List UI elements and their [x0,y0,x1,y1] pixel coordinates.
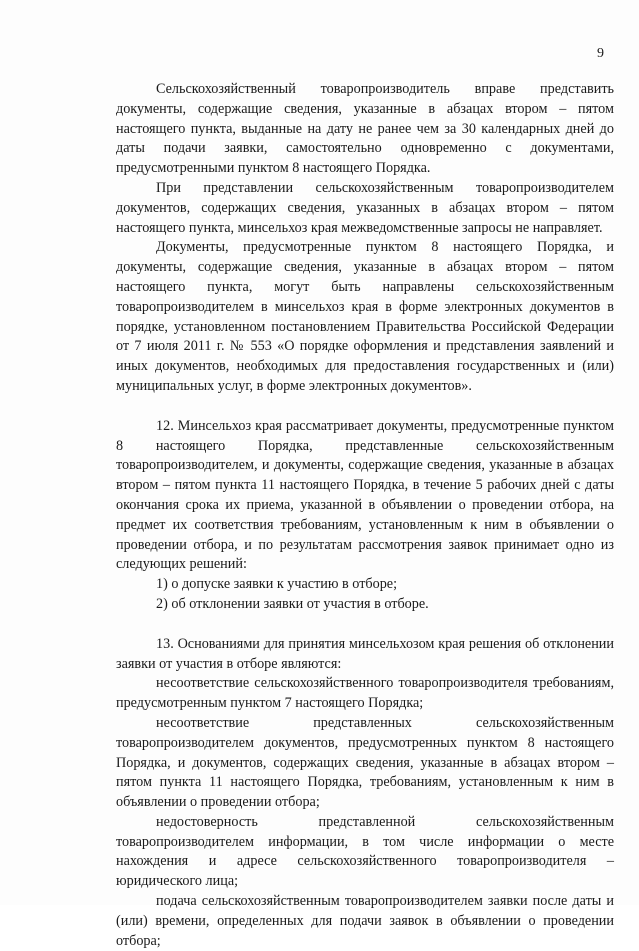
rejection-ground-requirements: несоответствие сельскохозяйственного товаропроизводителя требованиям, предусмотренным пунктом 7 настоящего Порядка; [116,675,614,712]
decision-item-admission: 1) о допуске заявки к участию в отборе; [156,576,398,593]
rejection-ground-late-submission: подача сельскохозяйственным товаропроизводителем заявки после даты и (или) времени, определенных для подачи заявок в объявлении о проведении отбора; [116,893,614,949]
paragraph-electronic-documents: Документы, предусмотренные пунктом 8 настоящего Порядка, и документы, содержащие сведения, указанные в абзацах втором – пятом настоящего пункта, могут быть направлены сельскохозяйственным товаропроизводителем в минсельхоз края в форме электронных документов в порядке, установленном постановлением Правительства Российской Федерации от 7 июля 2011 г. № 553 «О порядке оформления и представления заявлений и иных документов, необходимых для предоставления государственных и (или) муниципальных услуг, в форме электронных документов». [116,239,614,394]
paragraph-section-13: 13. Основаниями для принятия минсельхозом края решения об отклонении заявки от участия в отборе являются: [116,635,614,672]
rejection-ground-unreliable-info: недостоверность представленной сельскохозяйственным товаропроизводителем информации, в том числе информации о месте нахождения и адресе сельскохозяйственного товаропроизводителя – юридического лица; [116,813,614,890]
decision-item-rejection: 2) об отклонении заявки от участия в отборе. [156,595,429,612]
document-body [116,80,614,951]
paragraph-section-12: 12. Минсельхоз края рассматривает документы, предусмотренные пунктом 8 настоящего Порядка, представленные сельскохозяйственным товаропроизводителем, и документы, содержащие сведения, указанные в абзацах втором – пятом пункта 11 настоящего Порядка, в течение 5 рабочих дней с даты окончания срока их приема, указанной в объявлении о проведении отбора, на предмет их соответствия требованиям, установленным к ним в объявлении о проведении отбора, и по результатам рассмотрения заявок принимает одно из следующих решений: [116,417,614,573]
page-number: 9 [597,46,604,61]
paragraph-no-interagency-requests: При представлении сельскохозяйственным товаропроизводителем документов, содержащих сведения, указанных в абзацах втором – пятом настоящего пункта, минсельхоз края межведомственные запросы не направляет. [116,179,614,236]
paragraph-self-submission: Сельскохозяйственный товаропроизводитель вправе представить документы, содержащие сведения, указанные в абзацах втором – пятом настоящего пункта, выданные на дату не ранее чем за 30 календарных дней до даты подачи заявки, самостоятельно одновременно с документами, предусмотренными пунктом 8 настоящего Порядка. [116,81,614,177]
rejection-ground-documents: несоответствие представленных сельскохозяйственным товаропроизводителем документов, предусмотренных пунктом 8 настоящего Порядка, и документов, содержащих сведения, указанные в абзацах втором – пятом пункта 11 настоящего Порядка, требованиям, установленным к ним в объявлении о проведении отбора; [116,714,614,811]
